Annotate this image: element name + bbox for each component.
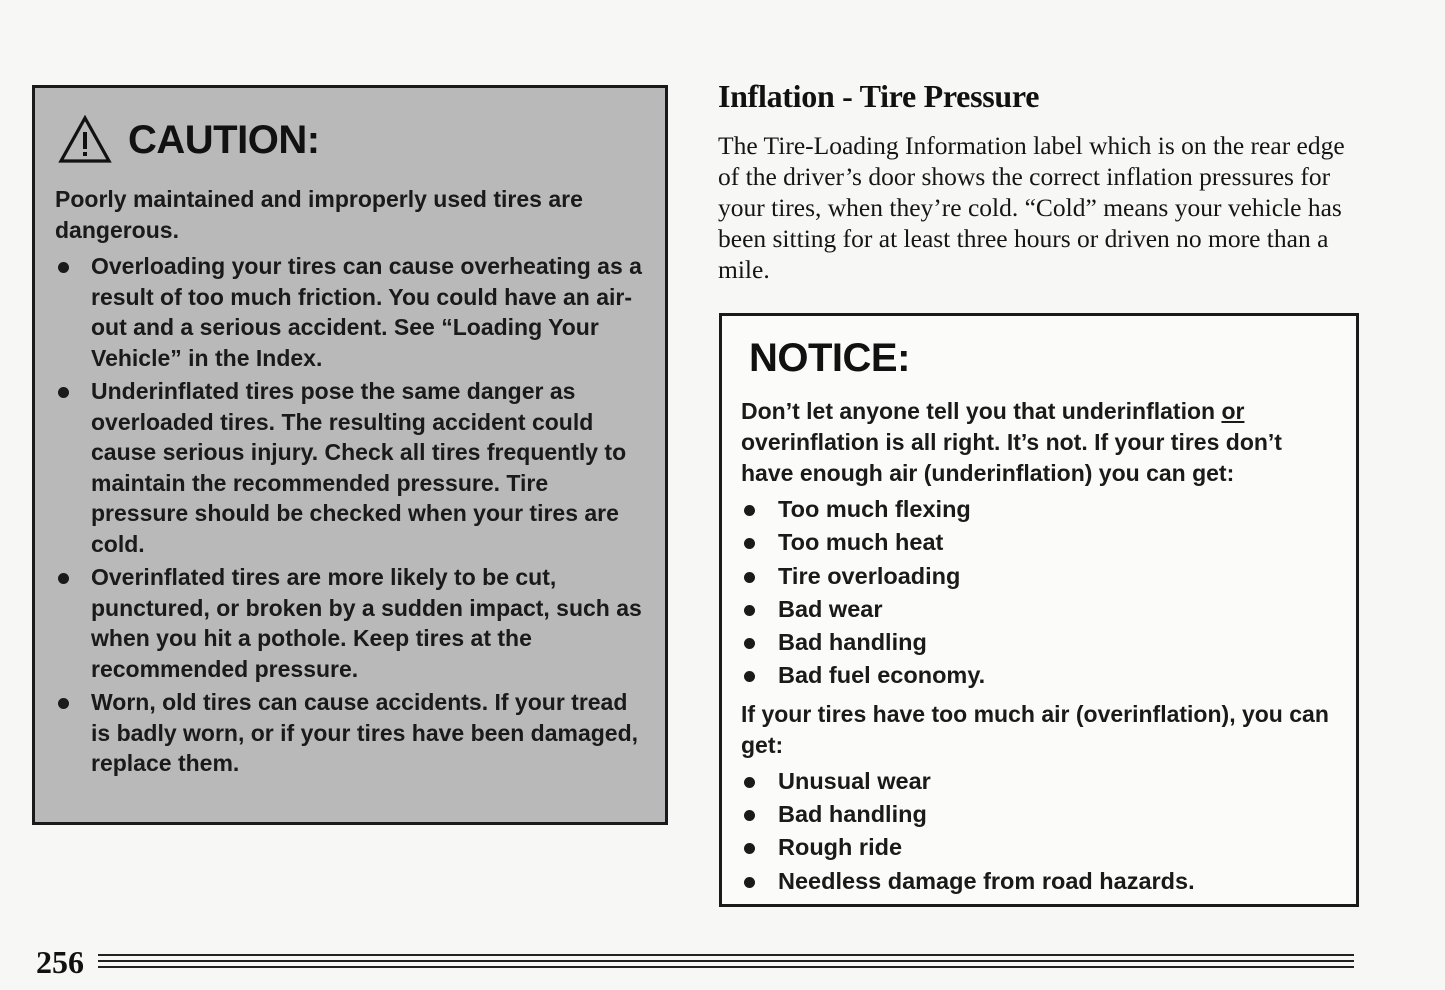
notice-list-item — [741, 493, 1338, 526]
notice-para-text: overinflation is all right. It’s not. If your tires don’t have enough air (underinflation) you can get: — [741, 429, 1282, 486]
bullet-icon — [58, 698, 69, 709]
notice-list-item — [741, 865, 1338, 898]
notice-list-item — [741, 798, 1338, 831]
footer-rule — [98, 954, 1354, 970]
caution-item-text: Underinflated tires pose the same danger as overloaded tires. The resulting accident could cause serious injury. Check all tires frequently to maintain the recommended pressure. Tire pressure should be checked when your tires are cold. — [91, 378, 627, 557]
notice-item-text: Unusual wear — [778, 767, 931, 794]
notice-item-text: Bad handling — [778, 801, 927, 828]
caution-item-text: Worn, old tires can cause accidents. If your tread is badly worn, or if your tires have been damaged, replace them. — [91, 689, 639, 776]
notice-paragraph-underinflation — [741, 396, 1338, 489]
bullet-icon — [744, 538, 755, 549]
notice-list-item — [741, 626, 1338, 659]
underinflation-list — [741, 493, 1338, 693]
notice-item-text: Tire overloading — [778, 562, 961, 589]
bullet-icon — [58, 573, 69, 584]
page-number: 256 — [36, 944, 84, 980]
notice-item-text: Too much heat — [778, 529, 944, 556]
notice-item-text: Rough ride — [778, 834, 903, 861]
bullet-icon — [744, 843, 755, 854]
notice-list-item — [741, 560, 1338, 593]
bullet-icon — [744, 638, 755, 649]
notice-para-emphasis: or — [1221, 398, 1245, 424]
notice-box — [719, 313, 1359, 907]
caution-box — [32, 85, 668, 825]
caution-title: CAUTION: — [128, 117, 320, 162]
overinflation-list — [741, 765, 1338, 898]
notice-list-item — [741, 593, 1338, 626]
caution-list-item — [54, 376, 647, 559]
caution-list-item — [54, 251, 647, 373]
section-body: The Tire-Loading Information label which is on the rear edge of the driver’s door shows the correct inflation pressures for your tires, when they’re cold. “Cold” means your vehicle has been sitting for at least three hours or driven no more than a mile. — [718, 131, 1345, 284]
bullet-icon — [744, 505, 755, 516]
bullet-icon — [744, 877, 755, 888]
notice-item-text: Bad wear — [778, 595, 883, 622]
notice-list-item — [741, 831, 1338, 864]
caution-item-text: Overloading your tires can cause overheating as a result of too much friction. You could have an air-out and a serious accident. See “Loading Your Vehicle” in the Index. — [91, 253, 642, 371]
notice-item-text: Bad fuel economy. — [778, 662, 986, 689]
bullet-icon — [58, 387, 69, 398]
warning-triangle-icon — [58, 115, 112, 165]
caution-intro: Poorly maintained and improperly used tires are dangerous. — [55, 186, 583, 243]
notice-para-text: Don’t let anyone tell you that underinflation — [741, 398, 1222, 424]
notice-paragraph-overinflation: If your tires have too much air (overinflation), you can get: — [741, 700, 1329, 758]
notice-title: NOTICE: — [749, 336, 910, 380]
notice-item-text: Needless damage from road hazards. — [778, 867, 1195, 894]
bullet-icon — [744, 671, 755, 682]
notice-list-item — [741, 765, 1338, 798]
caution-list-item — [54, 562, 647, 684]
caution-list-item — [54, 687, 647, 779]
bullet-icon — [744, 572, 755, 583]
section-heading: Inflation - Tire Pressure — [718, 78, 1040, 114]
caution-item-text: Overinflated tires are more likely to be cut, punctured, or broken by a sudden impact, such as when you hit a pothole. Keep tires at the recommended pressure. — [91, 564, 642, 682]
caution-list — [54, 251, 647, 779]
notice-list-item — [741, 526, 1338, 559]
notice-item-text: Too much flexing — [778, 496, 971, 522]
notice-list-item — [741, 659, 1338, 692]
bullet-icon — [744, 777, 755, 788]
bullet-icon — [744, 605, 755, 616]
bullet-icon — [58, 262, 69, 273]
caution-header — [54, 110, 647, 170]
bullet-icon — [744, 810, 755, 821]
notice-item-text: Bad handling — [778, 629, 927, 656]
